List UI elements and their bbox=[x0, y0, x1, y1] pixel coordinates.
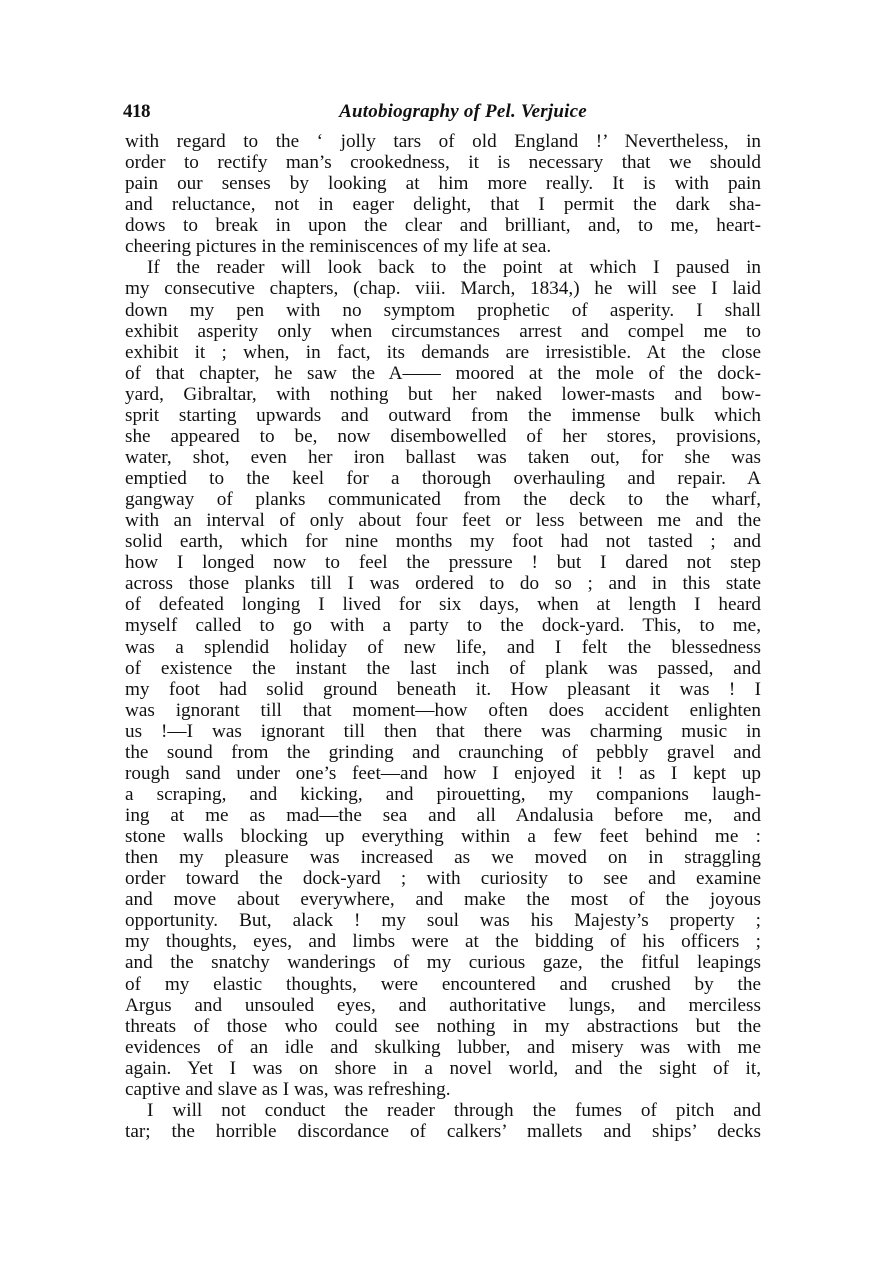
text-line: of defeated longing I lived for six days, when at length I heard bbox=[125, 594, 761, 616]
text-line: stone walls blocking up everything within a few feet behind me : bbox=[125, 826, 761, 848]
text-line: order toward the dock-yard ; with curiosity to see and examine bbox=[125, 868, 761, 890]
text-line: my thoughts, eyes, and limbs were at the bidding of his officers ; bbox=[125, 931, 761, 953]
text-line: yard, Gibraltar, with nothing but her naked lower-masts and bow- bbox=[125, 383, 761, 405]
text-line: us !—I was ignorant till then that there was charming music in bbox=[125, 720, 761, 742]
text-line: water, shot, even her iron ballast was taken out, for she was bbox=[125, 446, 761, 468]
body-text bbox=[125, 131, 761, 1142]
text-line: Argus and unsouled eyes, and authoritative lungs, and merciless bbox=[125, 994, 761, 1016]
text-line: solid earth, which for nine months my foot had not tasted ; and bbox=[125, 531, 761, 553]
text-line: opportunity. But, alack ! my soul was his Majesty’s property ; bbox=[125, 910, 761, 932]
text-line: across those planks till I was ordered to do so ; and in this state bbox=[125, 573, 761, 595]
page-number: 418 bbox=[123, 101, 150, 122]
text-line: myself called to go with a party to the dock-yard. This, to me, bbox=[125, 615, 761, 637]
text-line: and move about everywhere, and make the most of the joyous bbox=[125, 889, 761, 911]
text-line: dows to break in upon the clear and brilliant, and, to me, heart- bbox=[125, 215, 761, 237]
text-line: exhibit it ; when, in fact, its demands are irresistible. At the close bbox=[125, 341, 761, 363]
paragraph-3 bbox=[125, 1100, 761, 1142]
text-line: I will not conduct the reader through the fumes of pitch and bbox=[147, 1099, 761, 1121]
text-line: sprit starting upwards and outward from the immense bulk which bbox=[125, 404, 761, 426]
text-line: of my elastic thoughts, were encountered and crushed by the bbox=[125, 973, 761, 995]
text-line: down my pen with no symptom prophetic of asperity. I shall bbox=[125, 299, 761, 321]
text-line: threats of those who could see nothing in my abstractions but the bbox=[125, 1015, 761, 1037]
text-line: with regard to the ‘ jolly tars of old England !’ Nevertheless, in bbox=[125, 131, 761, 152]
text-line: a scraping, and kicking, and pirouetting, my companions laugh- bbox=[125, 783, 761, 805]
text-line: and reluctance, not in eager delight, that I permit the dark sha- bbox=[125, 194, 761, 216]
paragraph-1 bbox=[125, 131, 761, 257]
text-line: of that chapter, he saw the A—— moored at the mole of the dock- bbox=[125, 362, 761, 384]
text-line: pain our senses by looking at him more really. It is with pain bbox=[125, 173, 761, 195]
text-line: of existence the instant the last inch of plank was passed, and bbox=[125, 657, 761, 679]
text-line: was a splendid holiday of new life, and I felt the blessedness bbox=[125, 636, 761, 658]
text-line: order to rectify man’s crookedness, it is necessary that we should bbox=[125, 152, 761, 174]
text-line: with an interval of only about four feet or less between me and the bbox=[125, 510, 761, 532]
text-line: gangway of planks communicated from the deck to the wharf, bbox=[125, 489, 761, 511]
text-line: my consecutive chapters, (chap. viii. March, 1834,) he will see I laid bbox=[125, 278, 761, 300]
text-line: was ignorant till that moment—how often does accident enlighten bbox=[125, 699, 761, 721]
text-line: and the snatchy wanderings of my curious gaze, the fitful leapings bbox=[125, 952, 761, 974]
text-line: If the reader will look back to the point at which I paused in bbox=[147, 257, 761, 279]
text-line: rough sand under one’s feet—and how I enjoyed it ! as I kept up bbox=[125, 762, 761, 784]
text-line: how I longed now to feel the pressure ! but I dared not step bbox=[125, 552, 761, 574]
text-line: exhibit asperity only when circumstances arrest and compel me to bbox=[125, 320, 761, 342]
text-line: emptied to the keel for a thorough overhauling and repair. A bbox=[125, 468, 761, 489]
text-line: evidences of an idle and skulking lubber, and misery was with me bbox=[125, 1036, 761, 1058]
text-line: then my pleasure was increased as we moved on in straggling bbox=[125, 847, 761, 869]
text-line: she appeared to be, now disembowelled of her stores, provisions, bbox=[125, 425, 761, 447]
text-line: tar; the horrible discordance of calkers’ mallets and ships’ decks bbox=[125, 1120, 761, 1142]
text-line: the sound from the grinding and craunching of pebbly gravel and bbox=[125, 741, 761, 763]
text-line: my foot had solid ground beneath it. How pleasant it was ! I bbox=[125, 678, 761, 700]
text-line: again. Yet I was on shore in a novel world, and the sight of it, bbox=[125, 1057, 761, 1079]
text-line: ing at me as mad—the sea and all Andalusia before me, and bbox=[125, 805, 761, 826]
text-line: cheering pictures in the reminiscences of my life at sea. bbox=[125, 236, 552, 258]
paragraph-2 bbox=[125, 257, 761, 1100]
text-line: captive and slave as I was, was refreshing. bbox=[125, 1078, 451, 1100]
running-head bbox=[123, 101, 763, 123]
running-title: Autobiography of Pel. Verjuice bbox=[339, 101, 587, 122]
